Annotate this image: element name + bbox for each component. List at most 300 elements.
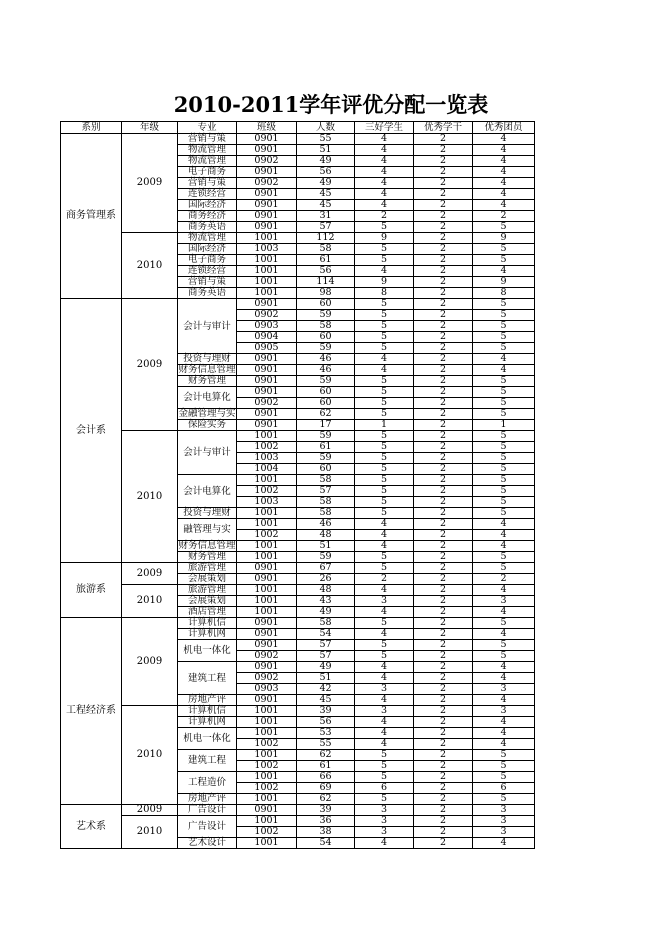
cell-league-member: 5: [473, 794, 535, 805]
cell-student-cadre: 2: [414, 299, 473, 310]
cell-count: 36: [297, 816, 355, 827]
cell-merit-student: 5: [355, 750, 414, 761]
cell-merit-student: 4: [355, 530, 414, 541]
cell-league-member: 9: [473, 233, 535, 244]
cell-league-member: 5: [473, 310, 535, 321]
page-title: 2010-2011学年评优分配一览表: [173, 92, 489, 117]
cell-class: 1002: [237, 761, 297, 772]
cell-count: 56: [297, 717, 355, 728]
cell-count: 53: [297, 728, 355, 739]
cell-student-cadre: 2: [414, 475, 473, 486]
cell-class: 0901: [237, 299, 297, 310]
cell-major: 物流管理: [178, 233, 237, 244]
cell-count: 59: [297, 552, 355, 563]
cell-count: 59: [297, 343, 355, 354]
cell-league-member: 4: [473, 629, 535, 640]
table-row: [61, 563, 535, 574]
cell-merit-student: 5: [355, 475, 414, 486]
cell-student-cadre: 2: [414, 563, 473, 574]
cell-count: 58: [297, 618, 355, 629]
cell-dept: 旅游系: [61, 563, 122, 618]
cell-merit-student: 5: [355, 794, 414, 805]
header-student-cadre: 优秀学干: [414, 122, 473, 134]
cell-count: 58: [297, 244, 355, 255]
cell-student-cadre: 2: [414, 409, 473, 420]
cell-class: 1003: [237, 244, 297, 255]
cell-merit-student: 5: [355, 772, 414, 783]
cell-merit-student: 5: [355, 618, 414, 629]
cell-league-member: 3: [473, 684, 535, 695]
header-merit-student: 三好学生: [355, 122, 414, 134]
cell-merit-student: 4: [355, 695, 414, 706]
cell-year: 2010: [122, 431, 178, 563]
cell-league-member: 9: [473, 277, 535, 288]
cell-count: 55: [297, 134, 355, 145]
cell-league-member: 5: [473, 431, 535, 442]
cell-league-member: 4: [473, 541, 535, 552]
cell-student-cadre: 2: [414, 365, 473, 376]
cell-merit-student: 5: [355, 761, 414, 772]
cell-merit-student: 5: [355, 431, 414, 442]
cell-count: 49: [297, 156, 355, 167]
cell-year: 2010: [122, 816, 178, 849]
cell-major: 物流管理: [178, 145, 237, 156]
cell-merit-student: 5: [355, 222, 414, 233]
cell-count: 31: [297, 211, 355, 222]
cell-league-member: 5: [473, 475, 535, 486]
table-body: [61, 134, 535, 849]
cell-merit-student: 4: [355, 134, 414, 145]
cell-merit-student: 4: [355, 354, 414, 365]
cell-count: 54: [297, 838, 355, 849]
cell-league-member: 5: [473, 508, 535, 519]
cell-class: 1003: [237, 497, 297, 508]
cell-student-cadre: 2: [414, 827, 473, 838]
cell-league-member: 5: [473, 453, 535, 464]
cell-student-cadre: 2: [414, 607, 473, 618]
cell-class: 1001: [237, 750, 297, 761]
cell-league-member: 5: [473, 761, 535, 772]
cell-student-cadre: 2: [414, 178, 473, 189]
cell-major: 连锁经营: [178, 189, 237, 200]
cell-league-member: 4: [473, 662, 535, 673]
cell-major: 艺术设计: [178, 838, 237, 849]
cell-class: 1002: [237, 486, 297, 497]
cell-merit-student: 5: [355, 332, 414, 343]
cell-class: 0901: [237, 376, 297, 387]
cell-merit-student: 4: [355, 541, 414, 552]
cell-count: 57: [297, 222, 355, 233]
cell-student-cadre: 2: [414, 618, 473, 629]
cell-student-cadre: 2: [414, 222, 473, 233]
cell-league-member: 5: [473, 772, 535, 783]
cell-merit-student: 9: [355, 233, 414, 244]
cell-league-member: 5: [473, 563, 535, 574]
cell-league-member: 4: [473, 365, 535, 376]
cell-class: 1001: [237, 585, 297, 596]
cell-merit-student: 4: [355, 717, 414, 728]
header-class: 班级: [237, 122, 297, 134]
cell-count: 60: [297, 332, 355, 343]
cell-count: 49: [297, 178, 355, 189]
cell-merit-student: 4: [355, 266, 414, 277]
cell-student-cadre: 2: [414, 816, 473, 827]
cell-class: 1001: [237, 508, 297, 519]
cell-merit-student: 4: [355, 585, 414, 596]
cell-class: 1002: [237, 739, 297, 750]
cell-count: 46: [297, 354, 355, 365]
cell-league-member: 5: [473, 486, 535, 497]
cell-student-cadre: 2: [414, 310, 473, 321]
cell-merit-student: 5: [355, 310, 414, 321]
cell-class: 0902: [237, 651, 297, 662]
cell-count: 48: [297, 585, 355, 596]
cell-student-cadre: 2: [414, 662, 473, 673]
cell-count: 54: [297, 629, 355, 640]
cell-student-cadre: 2: [414, 266, 473, 277]
cell-count: 59: [297, 431, 355, 442]
cell-merit-student: 4: [355, 739, 414, 750]
table-row: [61, 618, 535, 629]
cell-merit-student: 4: [355, 178, 414, 189]
cell-student-cadre: 2: [414, 486, 473, 497]
cell-league-member: 3: [473, 827, 535, 838]
cell-count: 51: [297, 541, 355, 552]
cell-merit-student: 5: [355, 640, 414, 651]
cell-count: 61: [297, 442, 355, 453]
cell-league-member: 5: [473, 255, 535, 266]
cell-league-member: 4: [473, 519, 535, 530]
cell-league-member: 5: [473, 332, 535, 343]
cell-league-member: 4: [473, 200, 535, 211]
cell-class: 0901: [237, 365, 297, 376]
cell-count: 58: [297, 475, 355, 486]
cell-major: 会计与审计: [178, 299, 237, 354]
cell-merit-student: 4: [355, 838, 414, 849]
cell-merit-student: 4: [355, 662, 414, 673]
cell-major: 建筑工程: [178, 750, 237, 772]
cell-student-cadre: 2: [414, 145, 473, 156]
cell-class: 0901: [237, 629, 297, 640]
cell-count: 51: [297, 673, 355, 684]
cell-merit-student: 3: [355, 706, 414, 717]
cell-student-cadre: 2: [414, 189, 473, 200]
cell-merit-student: 1: [355, 420, 414, 431]
allocation-table: [60, 121, 535, 849]
table-row: [61, 585, 535, 596]
cell-league-member: 4: [473, 266, 535, 277]
cell-class: 0905: [237, 343, 297, 354]
cell-major: 国际经济: [178, 244, 237, 255]
cell-major: 财务管理: [178, 376, 237, 387]
cell-student-cadre: 2: [414, 431, 473, 442]
cell-league-member: 5: [473, 552, 535, 563]
cell-student-cadre: 2: [414, 684, 473, 695]
cell-league-member: 5: [473, 321, 535, 332]
cell-league-member: 4: [473, 178, 535, 189]
header-league-member: 优秀团员: [473, 122, 535, 134]
cell-student-cadre: 2: [414, 497, 473, 508]
cell-class: 1001: [237, 717, 297, 728]
cell-league-member: 5: [473, 618, 535, 629]
cell-major: 机电一体化: [178, 728, 237, 750]
cell-count: 62: [297, 750, 355, 761]
cell-class: 0901: [237, 189, 297, 200]
cell-class: 0902: [237, 398, 297, 409]
cell-league-member: 4: [473, 585, 535, 596]
cell-student-cadre: 2: [414, 156, 473, 167]
cell-student-cadre: 2: [414, 761, 473, 772]
cell-class: 1001: [237, 838, 297, 849]
cell-count: 61: [297, 255, 355, 266]
cell-class: 0901: [237, 134, 297, 145]
cell-student-cadre: 2: [414, 695, 473, 706]
cell-league-member: 2: [473, 211, 535, 222]
cell-merit-student: 4: [355, 167, 414, 178]
cell-count: 26: [297, 574, 355, 585]
cell-dept: 会计系: [61, 299, 122, 563]
cell-year: 2010: [122, 706, 178, 805]
cell-class: 0901: [237, 574, 297, 585]
header-dept: 系别: [61, 122, 122, 134]
cell-major: 商务英语: [178, 288, 237, 299]
cell-student-cadre: 2: [414, 277, 473, 288]
cell-merit-student: 3: [355, 816, 414, 827]
cell-class: 1001: [237, 772, 297, 783]
cell-major: 会计与审计: [178, 431, 237, 475]
cell-count: 49: [297, 662, 355, 673]
cell-class: 1001: [237, 541, 297, 552]
cell-student-cadre: 2: [414, 519, 473, 530]
cell-count: 62: [297, 794, 355, 805]
cell-league-member: 4: [473, 673, 535, 684]
cell-count: 62: [297, 409, 355, 420]
cell-class: 0903: [237, 684, 297, 695]
header-count: 人数: [297, 122, 355, 134]
cell-league-member: 4: [473, 695, 535, 706]
cell-major: 旅游管理: [178, 585, 237, 596]
cell-major: 投资与理财: [178, 354, 237, 365]
cell-league-member: 3: [473, 706, 535, 717]
cell-class: 0901: [237, 640, 297, 651]
cell-class: 0901: [237, 662, 297, 673]
cell-merit-student: 4: [355, 519, 414, 530]
cell-count: 56: [297, 266, 355, 277]
cell-student-cadre: 2: [414, 255, 473, 266]
cell-count: 39: [297, 805, 355, 816]
cell-merit-student: 4: [355, 728, 414, 739]
cell-league-member: 4: [473, 530, 535, 541]
cell-year: 2009: [122, 134, 178, 233]
cell-count: 57: [297, 640, 355, 651]
cell-merit-student: 4: [355, 145, 414, 156]
cell-student-cadre: 2: [414, 838, 473, 849]
cell-count: 57: [297, 651, 355, 662]
cell-league-member: 5: [473, 497, 535, 508]
cell-league-member: 5: [473, 640, 535, 651]
cell-student-cadre: 2: [414, 398, 473, 409]
cell-class: 1001: [237, 288, 297, 299]
cell-count: 45: [297, 200, 355, 211]
cell-student-cadre: 2: [414, 464, 473, 475]
cell-class: 1002: [237, 530, 297, 541]
cell-merit-student: 5: [355, 508, 414, 519]
cell-count: 45: [297, 695, 355, 706]
cell-major: 营销与策: [178, 178, 237, 189]
cell-count: 60: [297, 387, 355, 398]
cell-count: 48: [297, 530, 355, 541]
cell-merit-student: 5: [355, 244, 414, 255]
cell-league-member: 4: [473, 156, 535, 167]
cell-major: 计算机信: [178, 706, 237, 717]
cell-major: 营销与策: [178, 277, 237, 288]
cell-major: 会展策划: [178, 596, 237, 607]
table-row: [61, 134, 535, 145]
table-row: [61, 706, 535, 717]
cell-student-cadre: 2: [414, 673, 473, 684]
cell-major: 会计电算化: [178, 387, 237, 409]
cell-merit-student: 5: [355, 387, 414, 398]
cell-class: 1001: [237, 728, 297, 739]
cell-major: 国际经济: [178, 200, 237, 211]
cell-merit-student: 9: [355, 277, 414, 288]
cell-merit-student: 3: [355, 684, 414, 695]
cell-class: 1001: [237, 277, 297, 288]
cell-major: 连锁经营: [178, 266, 237, 277]
cell-merit-student: 5: [355, 651, 414, 662]
table-row: [61, 816, 535, 827]
cell-merit-student: 5: [355, 442, 414, 453]
cell-major: 物流管理: [178, 156, 237, 167]
cell-league-member: 4: [473, 189, 535, 200]
cell-major: 房地产评: [178, 794, 237, 805]
cell-league-member: 5: [473, 244, 535, 255]
cell-major: 机电一体化: [178, 640, 237, 662]
cell-student-cadre: 2: [414, 805, 473, 816]
cell-count: 38: [297, 827, 355, 838]
cell-league-member: 5: [473, 387, 535, 398]
cell-class: 0902: [237, 178, 297, 189]
cell-major: 保险实务: [178, 420, 237, 431]
cell-class: 0901: [237, 200, 297, 211]
cell-student-cadre: 2: [414, 508, 473, 519]
cell-count: 56: [297, 167, 355, 178]
cell-merit-student: 5: [355, 453, 414, 464]
cell-student-cadre: 2: [414, 783, 473, 794]
cell-student-cadre: 2: [414, 585, 473, 596]
cell-merit-student: 5: [355, 343, 414, 354]
cell-league-member: 5: [473, 343, 535, 354]
cell-major: 财务信息管理: [178, 364, 236, 375]
cell-class: 1001: [237, 607, 297, 618]
cell-class: 0904: [237, 332, 297, 343]
cell-count: 42: [297, 684, 355, 695]
cell-merit-student: 5: [355, 398, 414, 409]
cell-major: 计算机网: [178, 629, 237, 640]
cell-merit-student: 6: [355, 783, 414, 794]
cell-major: 财务信息管理: [178, 540, 236, 551]
cell-merit-student: 4: [355, 156, 414, 167]
cell-student-cadre: 2: [414, 288, 473, 299]
header-major: 专业: [178, 122, 237, 134]
cell-major: 投资与理财: [178, 508, 237, 519]
cell-student-cadre: 2: [414, 530, 473, 541]
cell-major: 广告设计: [178, 805, 237, 816]
cell-merit-student: 5: [355, 497, 414, 508]
cell-count: 112: [297, 233, 355, 244]
cell-major: 会展策划: [178, 574, 237, 585]
header-row: [61, 122, 535, 134]
cell-student-cadre: 2: [414, 233, 473, 244]
table-row: [61, 233, 535, 244]
cell-league-member: 2: [473, 574, 535, 585]
cell-league-member: 5: [473, 409, 535, 420]
cell-student-cadre: 2: [414, 717, 473, 728]
cell-student-cadre: 2: [414, 134, 473, 145]
cell-count: 66: [297, 772, 355, 783]
cell-merit-student: 3: [355, 805, 414, 816]
cell-league-member: 5: [473, 398, 535, 409]
cell-count: 114: [297, 277, 355, 288]
cell-year: 2009: [122, 618, 178, 706]
cell-count: 58: [297, 508, 355, 519]
cell-merit-student: 5: [355, 464, 414, 475]
cell-league-member: 4: [473, 739, 535, 750]
cell-student-cadre: 2: [414, 332, 473, 343]
cell-league-member: 3: [473, 596, 535, 607]
cell-league-member: 8: [473, 288, 535, 299]
cell-class: 1001: [237, 233, 297, 244]
cell-league-member: 4: [473, 607, 535, 618]
cell-major: 营销与策: [178, 134, 237, 145]
cell-student-cadre: 2: [414, 629, 473, 640]
cell-count: 60: [297, 299, 355, 310]
cell-student-cadre: 2: [414, 200, 473, 211]
cell-class: 1001: [237, 816, 297, 827]
cell-student-cadre: 2: [414, 211, 473, 222]
cell-year: 2010: [122, 233, 178, 299]
cell-merit-student: 3: [355, 596, 414, 607]
cell-student-cadre: 2: [414, 244, 473, 255]
cell-league-member: 5: [473, 442, 535, 453]
cell-count: 57: [297, 486, 355, 497]
cell-student-cadre: 2: [414, 728, 473, 739]
cell-student-cadre: 2: [414, 321, 473, 332]
cell-major: 计算机信: [178, 618, 237, 629]
cell-league-member: 3: [473, 816, 535, 827]
cell-class: 1001: [237, 431, 297, 442]
cell-class: 1001: [237, 794, 297, 805]
cell-student-cadre: 2: [414, 794, 473, 805]
cell-class: 1004: [237, 464, 297, 475]
cell-league-member: 4: [473, 167, 535, 178]
cell-class: 0901: [237, 354, 297, 365]
cell-student-cadre: 2: [414, 376, 473, 387]
cell-student-cadre: 2: [414, 596, 473, 607]
cell-merit-student: 5: [355, 552, 414, 563]
cell-student-cadre: 2: [414, 354, 473, 365]
cell-year: 2010: [122, 585, 178, 618]
cell-major: 融管理与实: [178, 519, 237, 541]
cell-league-member: 4: [473, 354, 535, 365]
cell-major: 酒店管理: [178, 607, 237, 618]
cell-student-cadre: 2: [414, 343, 473, 354]
cell-merit-student: 5: [355, 255, 414, 266]
cell-dept: 商务管理系: [61, 134, 122, 299]
cell-merit-student: 2: [355, 574, 414, 585]
cell-class: 0902: [237, 156, 297, 167]
cell-merit-student: 5: [355, 563, 414, 574]
